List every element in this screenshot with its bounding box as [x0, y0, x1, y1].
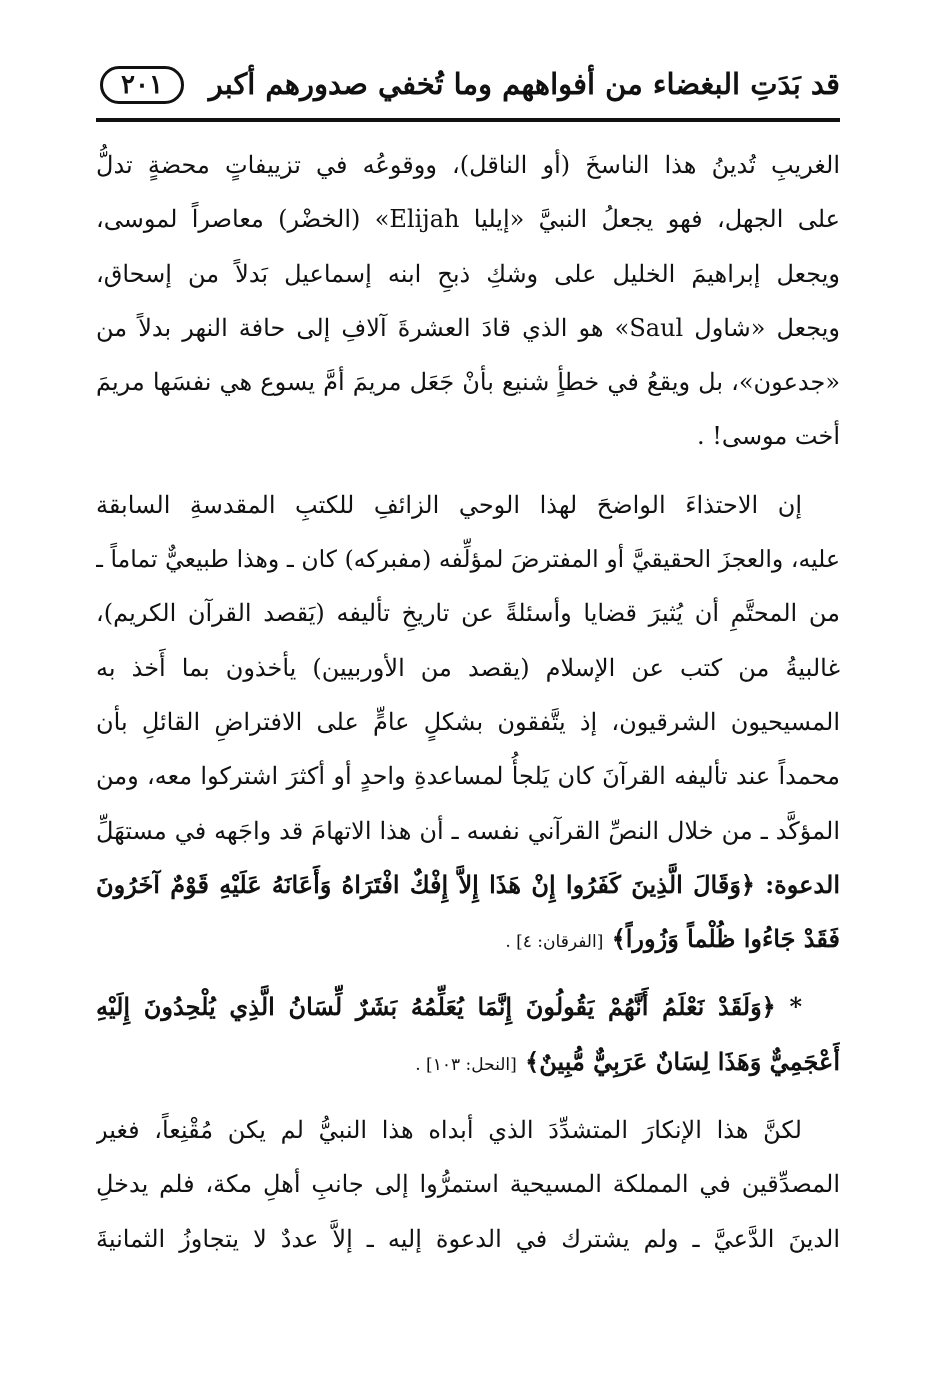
text-line: على الجهل، فهو يجعلُ النبيَّ «إيليا Elijah» (الخضْر) معاصراً لموسى، — [96, 205, 840, 234]
text-line: لكنَّ هذا الإنكارَ المتشدِّدَ الذي أبداه هذا النبيُّ لم يكن مُقْنِعاً، فغير — [96, 1116, 802, 1145]
verse-reference: [النحل: ١٠٣] . — [415, 1054, 517, 1075]
page-header — [96, 58, 840, 122]
text-line: من المحتَّمِ أن يُثيرَ قضايا وأسئلةً عن تاريخِ تأليفه (يَقصد القرآن الكريم)، — [96, 599, 840, 628]
text-line: ويجعل إبراهيمَ الخليل على وشكِ ذبحِ ابنه إسماعيل بَدلاً من إسحاق، — [96, 259, 840, 288]
quran-verse-text: أَعْجَمِيٌّ وَهَذَا لِسَانٌ عَرَبِيٌّ مُّبِينٌ﴾ — [525, 1046, 840, 1076]
text-line: الدينَ الدَّعيَّ ـ ولم يشترك في الدعوة إليه ـ إلاَّ عددٌ لا يتجاوزُ الثمانيةَ — [96, 1224, 840, 1253]
text-line: أخت موسى! . — [697, 422, 840, 451]
running-title: قد بَدَتِ البغضاء من أفواههم وما تُخفي صدورهم أكبر — [208, 67, 840, 101]
text-line: المؤكَّد ـ من خلال النصِّ القرآني نفسه ـ أن هذا الاتهامَ قد واجَهه في مستهَلِّ — [96, 816, 840, 845]
text-line: غالبيةُ من كتب عن الإسلام (يقصد من الأوربيين) يأخذون بما أَخذ به — [96, 653, 840, 682]
text-line: «جدعون»، بل ويقعُ في خطأٍ شنيع بأنْ جَعَل مريمَ أمَّ يسوع هي نفسَها مريمَ — [96, 368, 840, 397]
quran-verse-line: الدعوة: ﴿وَقَالَ الَّذِينَ كَفَرُوا إِنْ هَذَا إِلاَّ إِفْكٌ افْتَرَاهُ وَأَعَانَهُ عَلَيْهِ قَوْمٌ آخَرُونَ — [96, 869, 840, 899]
text-line: محمداً عند تأليفه القرآنَ كان يَلجأُ لمساعدةِ واحدٍ أو أكثرَ اشتركوا معه، ومن — [96, 762, 840, 791]
text-line: عليه، والعجزَ الحقيقيَّ أو المفترضَ لمؤلِّفه (مفبركه) كان ـ وهذا طبيعيٌّ تماماً ـ — [96, 545, 840, 574]
verse-reference: [الفرقان: ٤] . — [505, 932, 604, 953]
text-line: ويجعل «شاول Saul» هو الذي قادَ العشرةَ آلافِ إلى حافة النهر بدلاً من — [96, 313, 840, 342]
text-line: المصدِّقين في المملكة المسيحية استمرُّوا إلى جانبِ أهلِ مكة، فلم يدخلِ — [96, 1170, 840, 1199]
quran-verse-line: * ﴿وَلَقَدْ نَعْلَمُ أَنَّهُمْ يَقُولُونَ إِنَّمَا يُعَلِّمُهُ بَشَرٌ لِّسَانُ الَّذِي يُلْحِدُونَ إِلَيْهِ — [96, 992, 802, 1022]
header-rule — [96, 118, 840, 122]
text-line: الغريبِ تُدينُ هذا الناسخَ (أو الناقل)، ووقوعُه في تزييفاتٍ محضةٍ تدلُّ — [96, 151, 840, 179]
text-line: إن الاحتذاءَ الواضحَ لهذا الوحي الزائفِ للكتبِ المقدسةِ السابقة — [96, 490, 802, 519]
text-line: المسيحيون الشرقيون، إذ يتَّفقون بشكلٍ عامٍّ على الافتراضِ القائلِ بأن — [96, 707, 840, 736]
quran-verse-line — [96, 912, 840, 966]
body-text — [96, 138, 840, 1266]
page-number: ٢٠١ — [100, 66, 184, 104]
quran-verse-text: فَقَدْ جَاءُوا ظُلْماً وَزُوراً﴾ — [611, 924, 840, 954]
quran-verse-line — [96, 1035, 840, 1089]
